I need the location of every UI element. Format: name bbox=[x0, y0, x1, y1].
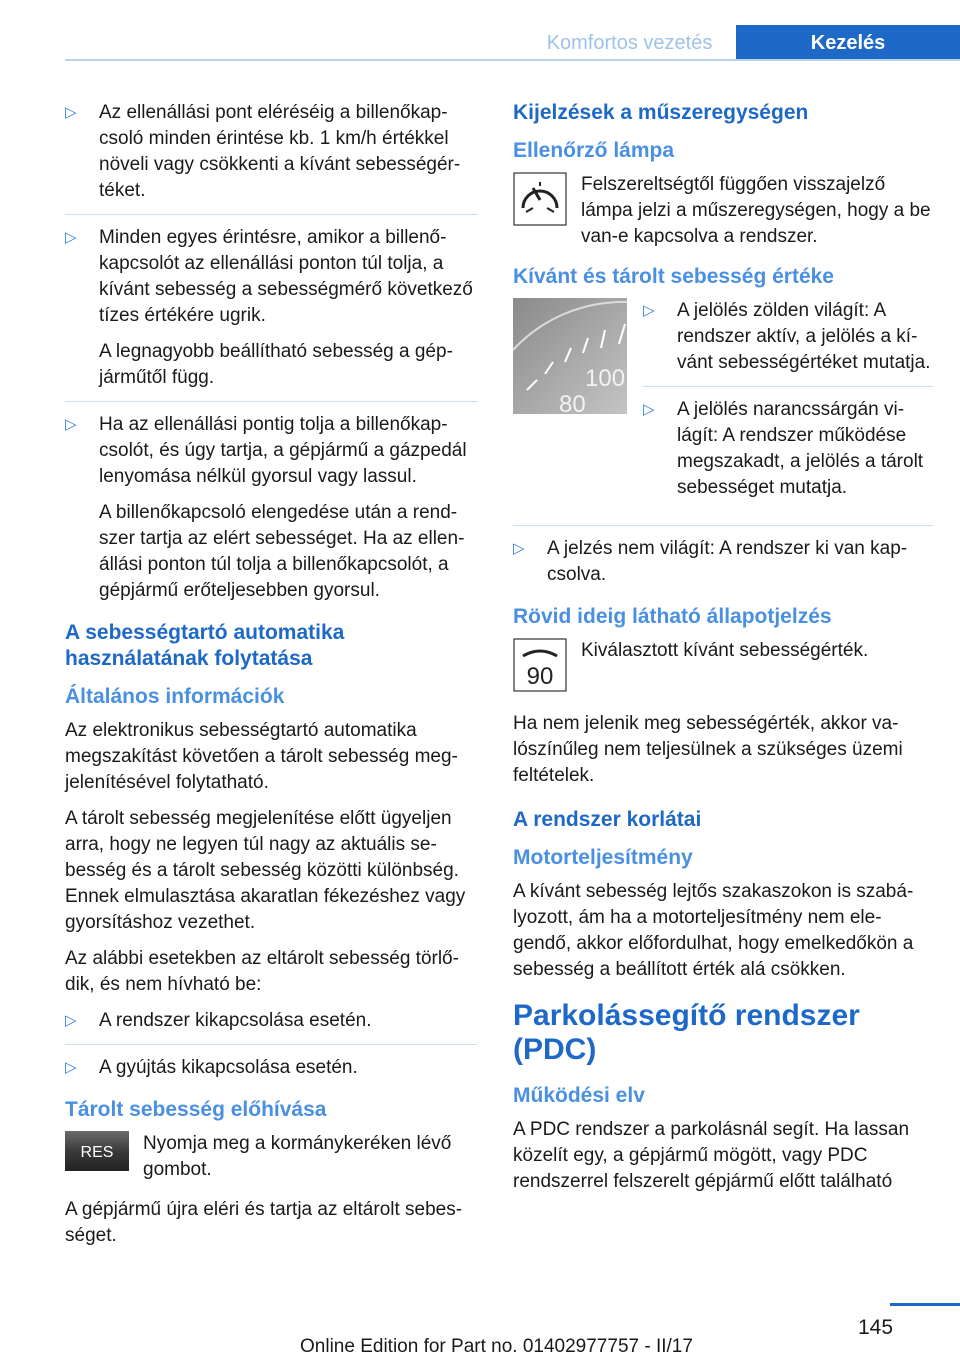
divider bbox=[65, 1044, 477, 1045]
bullet-text: Az ellenállási pont eléréséig a billenőkapcsoló minden érintése kb. 1 km/h értékkel növeli vagy csökkenti a kívánt sebességértéket. bbox=[99, 102, 461, 201]
footer-rule bbox=[890, 1303, 960, 1306]
paragraph: Az elektronikus sebességtartó automatika megszakítást követően a tárolt sebesség megjelenítésével folytatható. bbox=[65, 720, 458, 793]
bullet-subtext: A legnagyobb beállítható sebesség a gépjárműtől függ. bbox=[99, 341, 453, 388]
heading-recall: Tárolt sebesség előhívása bbox=[65, 1098, 327, 1121]
bullet-item bbox=[65, 225, 477, 329]
bullet-item bbox=[65, 100, 477, 204]
short-status-text: Kiválasztott kívánt sebességérték. bbox=[581, 640, 869, 661]
bullet-triangle-icon: ▷ bbox=[65, 104, 77, 121]
bullet-item bbox=[513, 536, 933, 588]
divider bbox=[65, 401, 477, 402]
cruise-control-lamp-icon bbox=[513, 172, 567, 250]
page-number: 145 bbox=[858, 1316, 894, 1339]
paragraph: A tárolt sebesség megjelenítése előtt ügyeljen arra, hogy ne legyen túl nagy az aktuális sebesség és a tárolt sebesség közötti különbség. Ennek elmulasztása akaratlan fékezéshez vagy gyorsításhoz vezethet. bbox=[65, 808, 466, 933]
svg-text:RES: RES bbox=[80, 1144, 114, 1161]
heading-displays: Kijelzések a műszeregységen bbox=[513, 101, 809, 124]
svg-text:90: 90 bbox=[526, 663, 554, 690]
bullet-triangle-icon: ▷ bbox=[65, 1059, 77, 1076]
speed-row bbox=[513, 298, 933, 511]
bullet-item bbox=[65, 1008, 477, 1034]
bullet-text: Ha az ellenállási pontig tolja a billenőkapcsolót, és úgy tartja, a gépjármű a gázpedál lenyomása nélkül gyorsul vagy lassul. bbox=[99, 414, 467, 487]
desired-speed-icon bbox=[513, 638, 567, 697]
bullet-text: A jelölés narancssárgán világít: A rendszer működése megszakadt, a jelölés a tárolt sebességet mutatja. bbox=[677, 399, 924, 498]
heading-short-status: Rövid ideig látható állapotjelzés bbox=[513, 605, 832, 628]
bullet-triangle-icon: ▷ bbox=[643, 401, 655, 418]
bullet-triangle-icon: ▷ bbox=[65, 1012, 77, 1029]
bullet-triangle-icon: ▷ bbox=[643, 302, 655, 319]
bullet-triangle-icon: ▷ bbox=[65, 416, 77, 433]
heading-general-info: Általános információk bbox=[65, 685, 285, 708]
bullet-subtext: A billenőkapcsoló elengedése után a rendszer tartja az elért sebességet. Ha az ellenállási ponton túl tolja a billenőkapcsolót, a gépjármű erőteljesebben gyorsul. bbox=[99, 502, 465, 601]
heading-indicator-lamp: Ellenőrző lámpa bbox=[513, 139, 675, 162]
bullet-text: A rendszer kikapcsolása esetén. bbox=[99, 1010, 372, 1031]
bullet-item bbox=[643, 397, 933, 501]
header-chapter-tab: Kezelés bbox=[736, 25, 960, 61]
short-status-row bbox=[513, 638, 933, 697]
speed-bullets bbox=[643, 298, 933, 511]
right-column bbox=[513, 100, 933, 1205]
left-column bbox=[65, 100, 477, 1259]
lamp-description: Felszereltségtől függően visszajelző lámpa jelzi a műszeregységen, hogy a be van-e kapcsolva a rendszer. bbox=[581, 174, 931, 247]
svg-text:100: 100 bbox=[585, 365, 626, 392]
svg-text:80: 80 bbox=[559, 391, 586, 414]
heading-principle: Működési elv bbox=[513, 1084, 645, 1107]
bullet-item bbox=[65, 1055, 477, 1081]
divider bbox=[65, 214, 477, 215]
speedometer-image bbox=[513, 298, 627, 511]
paragraph: A gépjármű újra eléri és tartja az eltárolt sebességet. bbox=[65, 1199, 463, 1246]
heading-system-limits: A rendszer korlátai bbox=[513, 808, 702, 831]
heading-desired-speed: Kívánt és tárolt sebesség értéke bbox=[513, 265, 834, 288]
paragraph: Az alábbi esetekben az eltárolt sebesség törlődik, és nem hívható be: bbox=[65, 948, 459, 995]
bullet-item bbox=[65, 412, 477, 490]
bullet-triangle-icon: ▷ bbox=[65, 229, 77, 246]
paragraph: A kívánt sebesség lejtős szakaszokon is szabályozott, ám ha a motorteljesítmény nem elegendő, akkor előfordulhat, hogy emelkedőkön a sebesség a beállított érték alá csökken. bbox=[513, 881, 914, 980]
heading-engine-power: Motorteljesítmény bbox=[513, 846, 693, 869]
header-section-tab: Komfortos vezetés bbox=[546, 32, 713, 54]
res-instruction: Nyomja meg a kormánykeréken lévő gombot. bbox=[143, 1133, 452, 1180]
header-rule bbox=[65, 59, 960, 61]
res-row bbox=[65, 1131, 477, 1183]
heading-continue: A sebességtartó automatika használatának folytatása bbox=[65, 621, 345, 670]
paragraph: A PDC rendszer a parkolásnál segít. Ha lassan közelít egy, a gépjármű mögött, vagy PDC rendszerrel felszerelt gépjármű előtt található bbox=[513, 1119, 910, 1192]
lamp-row bbox=[513, 172, 933, 250]
bullet-text: Minden egyes érintésre, amikor a billenőkapcsolót az ellenállási ponton túl tolja, a kívánt sebesség a sebességmérő következő tízes értékére ugrik. bbox=[99, 227, 473, 326]
res-button-icon bbox=[65, 1131, 129, 1183]
bullet-triangle-icon: ▷ bbox=[513, 540, 525, 557]
edition-note: Online Edition for Part no. 01402977757 - II/17 bbox=[300, 1336, 693, 1357]
divider bbox=[513, 525, 933, 526]
bullet-text: A jelölés zölden világít: A rendszer aktív, a jelölés a kívánt sebességértéket mutatja. bbox=[677, 300, 931, 373]
bullet-text: A jelzés nem világít: A rendszer ki van kapcsolva. bbox=[547, 538, 908, 585]
heading-pdc: Parkolássegítő rendszer (PDC) bbox=[513, 999, 860, 1066]
paragraph: Ha nem jelenik meg sebességérték, akkor valószínűleg nem teljesülnek a szükséges üzemi feltételek. bbox=[513, 713, 903, 786]
bullet-text: A gyújtás kikapcsolása esetén. bbox=[99, 1057, 358, 1078]
divider bbox=[643, 386, 933, 387]
bullet-item bbox=[643, 298, 933, 376]
